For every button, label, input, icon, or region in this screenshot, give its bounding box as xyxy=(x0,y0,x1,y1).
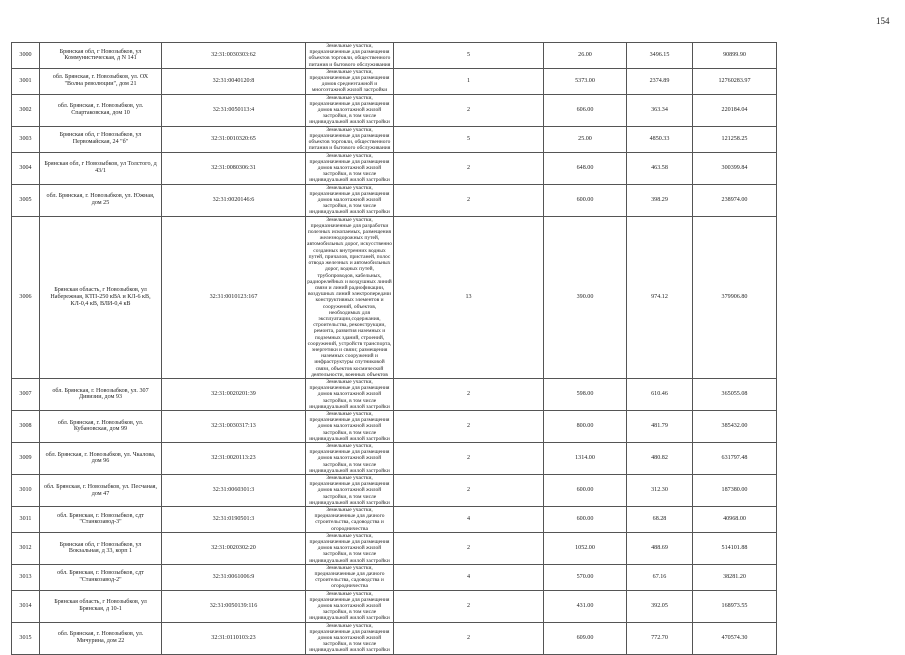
table-row xyxy=(12,442,863,474)
table-row xyxy=(12,590,863,622)
cadastral-number-cell: 32:31:0060301:3 xyxy=(162,475,306,507)
address-cell: обл. Брянская, г. Новозыбков, ул. Песчаная, дом 47 xyxy=(40,475,162,507)
area-cell: 1314.00 xyxy=(544,442,627,474)
row-id-cell: 3010 xyxy=(12,475,40,507)
group-code-cell: 2 xyxy=(394,152,544,184)
group-code-cell: 2 xyxy=(394,184,544,216)
row-id-cell: 3004 xyxy=(12,152,40,184)
group-code-cell: 5 xyxy=(394,43,544,69)
row-id-cell: 3006 xyxy=(12,216,40,378)
cadastral-value-cell: 379906.80 xyxy=(693,216,777,378)
address-cell: обл. Брянская, г. Новозыбков, ул. Чкалова, дом 96 xyxy=(40,442,162,474)
row-id-cell: 3002 xyxy=(12,94,40,126)
address-cell: Брянская обл, г Новозыбков, ул Коммунистическая, д N 141 xyxy=(40,43,162,69)
cadastral-number-cell: 32:31:0030303:62 xyxy=(162,43,306,69)
page-number: 154 xyxy=(876,16,890,26)
table-row xyxy=(12,532,863,564)
address-cell: Брянская обл, г Новозыбков, ул Первомайская, 24 "б" xyxy=(40,126,162,152)
row-id-cell: 3000 xyxy=(12,43,40,69)
group-code-cell: 1 xyxy=(394,68,544,94)
table-row xyxy=(12,475,863,507)
cadastral-number-cell: 32:31:0010320:65 xyxy=(162,126,306,152)
group-code-cell: 2 xyxy=(394,590,544,622)
area-cell: 600.00 xyxy=(544,507,627,533)
address-cell: обл. Брянская, г. Новозыбков, ул. Мичурина, дом 22 xyxy=(40,622,162,654)
cadastral-value-cell: 514101.88 xyxy=(693,532,777,564)
cadastral-number-cell: 32:31:0020302:20 xyxy=(162,532,306,564)
table-row xyxy=(12,68,863,94)
address-cell: Брянская обл, г Новозыбков, ул Вокзальная, д 33, корп 1 xyxy=(40,532,162,564)
cadastral-value-cell: 631797.48 xyxy=(693,442,777,474)
cadastral-number-cell: 32:31:0040120:8 xyxy=(162,68,306,94)
cadastral-value-cell: 90899.90 xyxy=(693,43,777,69)
table-row xyxy=(12,126,863,152)
land-use-cell: Земельные участки, предназначенные для размещения домов малоэтажной жилой застройки, в том числе индивидуальной жилой застройки xyxy=(306,532,394,564)
group-code-cell: 2 xyxy=(394,378,544,410)
cadastral-value-cell: 470574.30 xyxy=(693,622,777,654)
group-code-cell: 2 xyxy=(394,532,544,564)
cadastral-number-cell: 32:31:0030317:13 xyxy=(162,410,306,442)
specific-value-cell: 463.58 xyxy=(627,152,693,184)
address-cell: обл. Брянская, г. Новозыбков, сдт "Станкозавод-3" xyxy=(40,507,162,533)
address-cell: обл. Брянская, г. Новозыбков, ул. 307 Дивизии, дом 93 xyxy=(40,378,162,410)
cadastral-number-cell: 32:31:0020113:23 xyxy=(162,442,306,474)
area-cell: 648.00 xyxy=(544,152,627,184)
cadastral-value-cell: 12760283.97 xyxy=(693,68,777,94)
row-id-cell: 3013 xyxy=(12,564,40,590)
specific-value-cell: 363.34 xyxy=(627,94,693,126)
cadastral-value-cell: 220184.04 xyxy=(693,94,777,126)
area-cell: 600.00 xyxy=(544,184,627,216)
group-code-cell: 4 xyxy=(394,564,544,590)
area-cell: 600.00 xyxy=(544,475,627,507)
specific-value-cell: 481.79 xyxy=(627,410,693,442)
land-use-cell: Земельные участки, предназначенные для дачного строительства, садоводства и огородничества xyxy=(306,564,394,590)
land-use-cell: Земельные участки, предназначенные для размещения домов малоэтажной жилой застройки, в том числе индивидуальной жилой застройки xyxy=(306,184,394,216)
land-use-cell: Земельные участки, предназначенные для дачного строительства, садоводства и огородничества xyxy=(306,507,394,533)
row-id-cell: 3005 xyxy=(12,184,40,216)
land-use-cell: Земельные участки, предназначенные для размещения домов малоэтажной жилой застройки, в том числе индивидуальной жилой застройки xyxy=(306,94,394,126)
row-id-cell: 3008 xyxy=(12,410,40,442)
group-code-cell: 2 xyxy=(394,94,544,126)
land-use-cell: Земельные участки, предназначенные для размещения объектов торговли, общественного питания и бытового обслуживания xyxy=(306,43,394,69)
area-cell: 26.00 xyxy=(544,43,627,69)
address-cell: обл. Брянская, г. Новозыбков, ул. Кубановская, дом 99 xyxy=(40,410,162,442)
cadastral-number-cell: 32:31:0020146:6 xyxy=(162,184,306,216)
area-cell: 1052.00 xyxy=(544,532,627,564)
row-id-cell: 3011 xyxy=(12,507,40,533)
cadastral-number-cell: 32:31:0190501:3 xyxy=(162,507,306,533)
address-cell: обл. Брянская, г. Новозыбков, сдт "Станкозавод-2" xyxy=(40,564,162,590)
area-cell: 606.00 xyxy=(544,94,627,126)
specific-value-cell: 398.29 xyxy=(627,184,693,216)
cadastral-value-cell: 121258.25 xyxy=(693,126,777,152)
specific-value-cell: 68.28 xyxy=(627,507,693,533)
land-use-cell: Земельные участки, предназначенные для размещения объектов торговли, общественного питания и бытового обслуживания xyxy=(306,126,394,152)
specific-value-cell: 2374.89 xyxy=(627,68,693,94)
table-row xyxy=(12,43,863,69)
cadastral-value-cell: 238974.00 xyxy=(693,184,777,216)
group-code-cell: 5 xyxy=(394,126,544,152)
cadastral-value-cell: 187380.00 xyxy=(693,475,777,507)
cadastral-value-cell: 38281.20 xyxy=(693,564,777,590)
table-row xyxy=(12,152,863,184)
address-cell: обл. Брянская, г. Новозыбков, ул. ОХ "Волна революции", дом 21 xyxy=(40,68,162,94)
cadastral-value-table xyxy=(11,42,863,655)
row-id-cell: 3003 xyxy=(12,126,40,152)
address-cell: обл. Брянская, г. Новозыбков, ул. Южная, дом 25 xyxy=(40,184,162,216)
cadastral-number-cell: 32:31:0050113:4 xyxy=(162,94,306,126)
cadastral-value-cell: 300399.84 xyxy=(693,152,777,184)
row-id-cell: 3007 xyxy=(12,378,40,410)
table-row xyxy=(12,216,863,378)
group-code-cell: 2 xyxy=(394,622,544,654)
specific-value-cell: 772.70 xyxy=(627,622,693,654)
land-use-cell: Земельные участки, предназначенные для размещения домов малоэтажной жилой застройки, в том числе индивидуальной жилой застройки xyxy=(306,442,394,474)
cadastral-number-cell: 32:31:0061006:9 xyxy=(162,564,306,590)
cadastral-number-cell: 32:31:0020201:39 xyxy=(162,378,306,410)
address-cell: Брянская область, г Новозыбков, ул Набережная, КТП-250 кВА и КЛ-6 кВ, КЛ-0,4 кВ, ВЛИ-0,4 кВ xyxy=(40,216,162,378)
table-row xyxy=(12,564,863,590)
address-cell: Брянская обл, г Новозыбков, ул Толстого, д 43/1 xyxy=(40,152,162,184)
land-use-cell: Земельные участки, предназначенные для размещения домов малоэтажной жилой застройки, в том числе индивидуальной жилой застройки xyxy=(306,410,394,442)
group-code-cell: 13 xyxy=(394,216,544,378)
land-use-cell: Земельные участки, предназначенные для размещения домов малоэтажной жилой застройки, в том числе индивидуальной жилой застройки xyxy=(306,378,394,410)
row-id-cell: 3014 xyxy=(12,590,40,622)
group-code-cell: 4 xyxy=(394,507,544,533)
cadastral-value-cell: 40968.00 xyxy=(693,507,777,533)
land-use-cell: Земельные участки, предназначенные для размещения домов малоэтажной жилой застройки, в том числе индивидуальной жилой застройки xyxy=(306,152,394,184)
address-cell: обл. Брянская, г. Новозыбков, ул. Спартаковская, дом 10 xyxy=(40,94,162,126)
specific-value-cell: 488.69 xyxy=(627,532,693,564)
land-use-cell: Земельные участки, предназначенные для размещения домов среднеэтажной и многоэтажной жилой застройки xyxy=(306,68,394,94)
table-row xyxy=(12,622,863,654)
specific-value-cell: 312.30 xyxy=(627,475,693,507)
row-id-cell: 3012 xyxy=(12,532,40,564)
land-use-cell: Земельные участки, предназначенные для разработки полезных ископаемых, размещения железнодорожных путей, автомобильных дорог, искусственно созданных внутренних водных путей, причалов, пристаней, полос отвода железных и автомобильных дорог, водных путей, трубопроводов, кабельных, радиорелейных и воздушных линий связи и линий радиофикации, воздушных линий электропередачи конструктивных элементов и сооружений, объектов, необходимых для эксплуатации,содержания, строительства, реконструкции, ремонта, развития наземных и подземных зданий, строений, сооружений, устройств транспорта, энергетики и связи; размещения наземных сооружений и инфраструктуры спутниковой связи, объектов космической деятельности, военных объектов xyxy=(307,216,392,378)
specific-value-cell: 974.12 xyxy=(627,216,693,378)
table-row xyxy=(12,507,863,533)
area-cell: 570.00 xyxy=(544,564,627,590)
area-cell: 5373.00 xyxy=(544,68,627,94)
specific-value-cell: 392.05 xyxy=(627,590,693,622)
area-cell: 25.00 xyxy=(544,126,627,152)
specific-value-cell: 3496.15 xyxy=(627,43,693,69)
group-code-cell: 2 xyxy=(394,442,544,474)
area-cell: 431.00 xyxy=(544,590,627,622)
specific-value-cell: 480.82 xyxy=(627,442,693,474)
group-code-cell: 2 xyxy=(394,410,544,442)
cadastral-number-cell: 32:31:0110103:23 xyxy=(162,622,306,654)
area-cell: 598.00 xyxy=(544,378,627,410)
table-row xyxy=(12,410,863,442)
specific-value-cell: 67.16 xyxy=(627,564,693,590)
cadastral-number-cell: 32:31:0080306:31 xyxy=(162,152,306,184)
specific-value-cell: 610.46 xyxy=(627,378,693,410)
cadastral-number-cell: 32:31:0010123:167 xyxy=(162,216,306,378)
table-row xyxy=(12,184,863,216)
row-id-cell: 3001 xyxy=(12,68,40,94)
cadastral-number-cell: 32:31:0050139:116 xyxy=(162,590,306,622)
group-code-cell: 2 xyxy=(394,475,544,507)
land-use-cell: Земельные участки, предназначенные для размещения домов малоэтажной жилой застройки, в том числе индивидуальной жилой застройки xyxy=(306,622,394,654)
row-id-cell: 3009 xyxy=(12,442,40,474)
area-cell: 390.00 xyxy=(544,216,627,378)
area-cell: 800.00 xyxy=(544,410,627,442)
row-id-cell: 3015 xyxy=(12,622,40,654)
specific-value-cell: 4850.33 xyxy=(627,126,693,152)
land-use-cell: Земельные участки, предназначенные для размещения домов малоэтажной жилой застройки, в том числе индивидуальной жилой застройки xyxy=(306,590,394,622)
table-row xyxy=(12,378,863,410)
cadastral-value-cell: 365055.08 xyxy=(693,378,777,410)
area-cell: 609.00 xyxy=(544,622,627,654)
address-cell: Брянская область, г Новозыбков, ул Брянская, д 10-1 xyxy=(40,590,162,622)
cadastral-value-cell: 385432.00 xyxy=(693,410,777,442)
cadastral-value-cell: 168973.55 xyxy=(693,590,777,622)
land-use-cell: Земельные участки, предназначенные для размещения домов малоэтажной жилой застройки, в том числе индивидуальной жилой застройки xyxy=(306,475,394,507)
table-row xyxy=(12,94,863,126)
